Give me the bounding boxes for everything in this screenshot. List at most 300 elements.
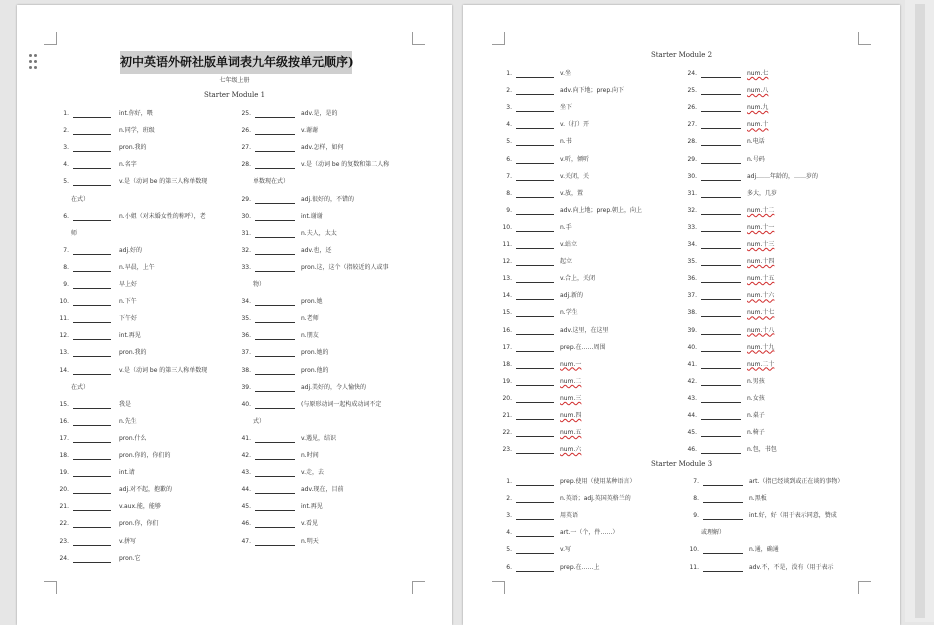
entry-definition: n.名字	[119, 161, 137, 169]
vertical-scrollbar[interactable]	[905, 0, 934, 622]
entry-definition: v.走，去	[301, 469, 324, 477]
answer-blank[interactable]	[701, 385, 741, 386]
word-entry	[237, 263, 417, 273]
entry-definition: num.十九	[747, 343, 775, 351]
answer-blank[interactable]	[516, 453, 554, 454]
entry-number: 11.	[502, 241, 512, 248]
entry-number: 4.	[506, 121, 512, 129]
answer-blank[interactable]	[73, 322, 111, 323]
answer-blank[interactable]	[516, 334, 554, 335]
entry-definition: art.一（个，件……）	[560, 529, 619, 537]
scrollbar-thumb[interactable]	[915, 4, 925, 618]
answer-blank[interactable]	[73, 254, 111, 255]
word-entry	[55, 126, 235, 136]
entry-definition: n.夫人，太太	[301, 229, 337, 237]
word-entry	[683, 428, 863, 438]
word-entry	[498, 411, 678, 421]
entry-number: 41.	[687, 360, 697, 368]
entry-number: 28.	[241, 161, 251, 169]
entry-number: 9.	[63, 281, 69, 288]
answer-blank[interactable]	[255, 134, 295, 135]
entry-number: 45.	[241, 503, 251, 511]
entry-definition: v.站立	[560, 241, 577, 248]
entry-definition: int.再见	[301, 503, 323, 511]
answer-blank[interactable]	[701, 128, 741, 129]
answer-blank[interactable]	[73, 220, 111, 221]
entry-definition: v.看见	[301, 520, 318, 528]
answer-blank[interactable]	[516, 485, 554, 486]
word-entry	[685, 563, 865, 573]
entry-number: 29.	[241, 195, 251, 203]
entry-definition: n.手	[560, 223, 572, 231]
answer-blank[interactable]	[701, 77, 741, 78]
module-heading: Starter Module 3	[650, 460, 713, 468]
word-entry	[237, 485, 417, 495]
entry-number: 27.	[241, 144, 251, 152]
answer-blank[interactable]	[516, 316, 554, 317]
answer-blank[interactable]	[701, 180, 741, 181]
entry-definition: v.是（动词 be 的第三人称单数现	[119, 366, 208, 374]
entry-definition: num.二十	[747, 360, 775, 368]
entry-definition: num.六	[560, 446, 582, 454]
answer-blank[interactable]	[73, 442, 111, 443]
entry-definition: n.时间	[301, 452, 319, 459]
answer-blank[interactable]	[73, 134, 111, 135]
word-entry	[498, 326, 678, 336]
word-entry	[683, 360, 863, 370]
entry-definition: num.十二	[747, 206, 775, 214]
word-entry	[683, 257, 863, 267]
answer-blank[interactable]	[73, 305, 111, 306]
entry-definition: pron.他的	[301, 366, 329, 374]
word-entry	[498, 445, 678, 455]
entry-definition: adv.也，还	[301, 246, 332, 254]
answer-blank[interactable]	[516, 419, 554, 420]
entry-definition: num.九	[747, 104, 769, 112]
entry-definition: adv.是，是的	[301, 110, 338, 117]
word-entry	[237, 143, 417, 153]
word-entry	[498, 528, 678, 538]
word-entry	[498, 545, 678, 555]
entry-number: 16.	[59, 417, 69, 425]
word-entry	[683, 411, 863, 421]
entry-number: 6.	[506, 563, 512, 571]
entry-definition: n.通，确通	[749, 546, 779, 554]
answer-blank[interactable]	[73, 374, 111, 375]
document-title[interactable]: 初中英语外研社版单词表九年级按单元顺序)	[120, 51, 352, 74]
crop-mark-top-right	[412, 32, 425, 45]
entry-number: 39.	[687, 326, 697, 334]
word-entry	[237, 229, 417, 239]
entry-number: 19.	[502, 377, 512, 385]
word-entry	[498, 511, 678, 521]
answer-blank[interactable]	[73, 562, 111, 563]
word-entry	[498, 343, 678, 353]
entry-number: 13.	[59, 349, 69, 357]
entry-number: 43.	[241, 469, 251, 477]
entry-definition: n.书	[560, 138, 572, 146]
answer-blank[interactable]	[255, 220, 295, 221]
word-entry	[55, 366, 235, 376]
answer-blank[interactable]	[516, 77, 554, 78]
entry-number: 23.	[59, 537, 69, 545]
answer-blank[interactable]	[516, 402, 554, 403]
entry-number: 5.	[506, 546, 512, 554]
entry-definition: num.十七	[747, 309, 775, 317]
entry-number: 19.	[59, 469, 69, 477]
entry-definition: num.十一	[747, 223, 775, 231]
entry-definition-continued: 或理解）	[701, 529, 726, 537]
word-entry	[55, 434, 235, 444]
entry-number: 8.	[63, 263, 69, 271]
word-entry	[683, 240, 863, 250]
entry-definition-continued: 在式）	[71, 383, 90, 391]
word-entry	[237, 468, 417, 478]
word-entry	[683, 291, 863, 301]
word-entry	[498, 477, 678, 487]
word-entry	[685, 545, 865, 555]
answer-blank[interactable]	[255, 203, 295, 204]
word-entry	[237, 126, 417, 136]
entry-definition: n.包，书包	[747, 446, 777, 454]
answer-blank[interactable]	[516, 502, 554, 503]
entry-definition: adv.现在，目前	[301, 486, 344, 494]
answer-blank[interactable]	[255, 391, 295, 392]
word-entry	[683, 326, 863, 336]
word-entry	[237, 195, 417, 205]
entry-number: 16.	[502, 326, 512, 334]
answer-blank[interactable]	[516, 94, 554, 95]
answer-blank[interactable]	[516, 163, 554, 164]
entry-definition: v.（打）开	[560, 121, 589, 129]
answer-blank[interactable]	[516, 385, 554, 386]
answer-blank[interactable]	[73, 527, 111, 528]
entry-definition: v.写	[560, 546, 571, 554]
word-entry	[237, 434, 417, 444]
entry-definition: int.谢谢	[301, 212, 323, 220]
word-entry	[683, 308, 863, 318]
answer-blank[interactable]	[255, 408, 295, 409]
word-entry	[498, 428, 678, 438]
entry-definition: int.好，好（用于表示同意，赞成	[749, 512, 837, 520]
entry-definition: adj.对不起，抱歉的	[119, 486, 173, 494]
entry-definition: num.十三	[747, 241, 775, 248]
answer-blank[interactable]	[701, 316, 741, 317]
entry-definition: adj.新的	[560, 292, 584, 300]
entry-definition: pron.她的	[301, 349, 329, 357]
word-entry	[498, 563, 678, 573]
entry-number: 9.	[506, 206, 512, 214]
entry-definition: v.关闭，关	[560, 172, 589, 180]
entry-definition-continued: 单数现在式）	[253, 178, 290, 186]
answer-blank[interactable]	[701, 282, 741, 283]
answer-blank[interactable]	[73, 459, 111, 460]
answer-blank[interactable]	[73, 408, 111, 409]
entry-definition: v.是（动词 be 的第三人称单数现	[119, 178, 208, 186]
answer-blank[interactable]	[516, 145, 554, 146]
entry-number: 2.	[63, 127, 69, 135]
entry-number: 20.	[59, 486, 69, 494]
answer-blank[interactable]	[701, 334, 741, 335]
entry-definition: v.坐	[560, 70, 571, 77]
entry-definition: n.号码	[747, 155, 765, 163]
answer-blank[interactable]	[703, 502, 743, 503]
answer-blank[interactable]	[516, 265, 554, 266]
entry-number: 25.	[241, 110, 251, 117]
word-entry	[237, 383, 417, 393]
entry-definition: n.老师	[301, 315, 319, 323]
entry-number: 33.	[241, 263, 251, 271]
answer-blank[interactable]	[255, 237, 295, 238]
answer-blank[interactable]	[255, 527, 295, 528]
word-entry	[55, 177, 235, 187]
word-entry	[55, 519, 235, 529]
answer-blank[interactable]	[701, 265, 741, 266]
word-entry	[498, 223, 678, 233]
word-entry	[498, 137, 678, 147]
answer-blank[interactable]	[73, 151, 111, 152]
word-entry	[55, 109, 235, 119]
answer-blank[interactable]	[73, 168, 111, 169]
word-entry	[683, 394, 863, 404]
word-entry	[55, 502, 235, 512]
word-entry	[498, 69, 678, 79]
answer-blank[interactable]	[701, 368, 741, 369]
answer-blank[interactable]	[73, 476, 111, 477]
answer-blank[interactable]	[701, 163, 741, 164]
word-entry	[237, 331, 417, 341]
answer-blank[interactable]	[701, 94, 741, 95]
answer-blank[interactable]	[73, 425, 111, 426]
grade-heading: 七年级上册	[219, 77, 250, 84]
answer-blank[interactable]	[516, 351, 554, 352]
answer-blank[interactable]	[516, 282, 554, 283]
entry-number: 43.	[687, 394, 697, 402]
entry-definition: 多大，几岁	[747, 189, 778, 197]
entry-definition: 下午好	[119, 315, 138, 323]
answer-blank[interactable]	[255, 374, 295, 375]
answer-blank[interactable]	[73, 545, 111, 546]
entry-number: 4.	[506, 529, 512, 537]
entry-number: 32.	[241, 246, 251, 254]
word-entry	[685, 511, 865, 521]
word-entry	[55, 246, 235, 256]
entry-definition: n.桌子	[747, 412, 765, 419]
entry-definition: v.放，置	[560, 189, 583, 197]
answer-blank[interactable]	[516, 571, 554, 572]
entry-definition: int.再见	[119, 332, 141, 340]
entry-definition: prep.使用（使用某种语言）	[560, 478, 636, 485]
answer-blank[interactable]	[255, 476, 295, 477]
answer-blank[interactable]	[516, 299, 554, 300]
entry-number: 12.	[59, 332, 69, 340]
entry-definition: n.先生	[119, 417, 137, 425]
answer-blank[interactable]	[73, 185, 111, 186]
word-entry	[237, 246, 417, 256]
answer-blank[interactable]	[516, 519, 554, 520]
entry-number: 7.	[506, 172, 512, 180]
answer-blank[interactable]	[701, 214, 741, 215]
answer-blank[interactable]	[701, 197, 741, 198]
answer-blank[interactable]	[73, 493, 111, 494]
entry-definition: 早上好	[119, 281, 138, 288]
entry-number: 45.	[687, 429, 697, 437]
entry-definition: adj.很好的，不错的	[301, 195, 355, 203]
answer-blank[interactable]	[255, 117, 295, 118]
answer-blank[interactable]	[703, 485, 743, 486]
answer-blank[interactable]	[73, 117, 111, 118]
entry-definition: pron.什么	[119, 434, 147, 442]
entry-number: 25.	[687, 87, 697, 95]
answer-blank[interactable]	[701, 402, 741, 403]
word-entry	[498, 360, 678, 370]
answer-blank[interactable]	[516, 231, 554, 232]
table-move-handle-icon[interactable]	[29, 54, 39, 70]
entry-definition: num.十五	[747, 275, 775, 283]
answer-blank[interactable]	[73, 271, 111, 272]
crop-mark-top-right	[858, 32, 871, 45]
answer-blank[interactable]	[701, 145, 741, 146]
word-entry	[498, 155, 678, 165]
entry-definition: num.十八	[747, 326, 775, 334]
answer-blank[interactable]	[701, 111, 741, 112]
answer-blank[interactable]	[255, 322, 295, 323]
answer-blank[interactable]	[516, 197, 554, 198]
entry-number: 34.	[241, 298, 251, 306]
entry-definition: v.谢谢	[301, 127, 318, 135]
entry-definition: pron.你，你们	[119, 520, 159, 528]
word-entry	[498, 206, 678, 216]
entry-definition: num.十	[747, 121, 769, 129]
answer-blank[interactable]	[255, 510, 295, 511]
entry-definition: n.明天	[301, 537, 319, 545]
answer-blank[interactable]	[73, 510, 111, 511]
entry-number: 22.	[502, 429, 512, 437]
word-entry	[237, 400, 417, 410]
word-entry	[55, 451, 235, 461]
word-entry	[55, 280, 235, 290]
answer-blank[interactable]	[516, 436, 554, 437]
answer-blank[interactable]	[255, 305, 295, 306]
answer-blank[interactable]	[255, 545, 295, 546]
answer-blank[interactable]	[516, 368, 554, 369]
word-entry	[237, 348, 417, 358]
word-entry	[683, 206, 863, 216]
word-entry	[55, 297, 235, 307]
entry-definition: prep.在……周围	[560, 343, 606, 351]
entry-definition: v.拼写	[119, 537, 136, 545]
entry-definition: (与原形动词一起构成动词不定	[301, 400, 382, 408]
entry-definition: pron.我的	[119, 144, 147, 152]
word-entry	[683, 445, 863, 455]
word-entry	[498, 86, 678, 96]
entry-definition: 起立	[560, 258, 573, 266]
entry-number: 37.	[241, 349, 251, 357]
entry-definition: 坐下	[560, 104, 573, 112]
word-entry	[55, 485, 235, 495]
answer-blank[interactable]	[255, 271, 295, 272]
answer-blank[interactable]	[701, 299, 741, 300]
answer-blank[interactable]	[703, 571, 743, 572]
answer-blank[interactable]	[255, 168, 295, 169]
answer-blank[interactable]	[516, 553, 554, 554]
answer-blank[interactable]	[516, 180, 554, 181]
word-entry	[55, 212, 235, 222]
entry-number: 30.	[687, 172, 697, 180]
word-entry	[237, 109, 417, 119]
answer-blank[interactable]	[255, 254, 295, 255]
entry-number: 36.	[687, 275, 697, 283]
answer-blank[interactable]	[73, 356, 111, 357]
answer-blank[interactable]	[516, 111, 554, 112]
word-entry	[683, 155, 863, 165]
entry-number: 35.	[687, 258, 697, 266]
entry-definition-continued: 师	[71, 229, 78, 237]
answer-blank[interactable]	[701, 419, 741, 420]
answer-blank[interactable]	[701, 248, 741, 249]
answer-blank[interactable]	[703, 519, 743, 520]
entry-definition: adj.……年龄的，……岁的	[747, 172, 819, 180]
word-entry	[685, 494, 865, 504]
answer-blank[interactable]	[73, 288, 111, 289]
word-entry	[498, 308, 678, 318]
answer-blank[interactable]	[255, 339, 295, 340]
entry-number: 4.	[63, 161, 69, 169]
answer-blank[interactable]	[516, 536, 554, 537]
document-page-1	[17, 5, 452, 625]
entry-definition: adv.不，不是，没有（用于表示	[749, 563, 834, 571]
entry-definition: pron.这，这个（指较近的人或事	[301, 263, 389, 271]
entry-definition: pron.我的	[119, 349, 147, 357]
entry-definition: n.黑板	[749, 495, 767, 503]
answer-blank[interactable]	[701, 436, 741, 437]
answer-blank[interactable]	[516, 214, 554, 215]
module-heading: Starter Module 2	[650, 51, 713, 59]
entry-number: 41.	[241, 434, 251, 442]
entry-number: 46.	[241, 520, 251, 528]
answer-blank[interactable]	[516, 248, 554, 249]
document-page-2	[463, 5, 900, 625]
entry-number: 36.	[241, 332, 251, 340]
answer-blank[interactable]	[701, 453, 741, 454]
answer-blank[interactable]	[255, 459, 295, 460]
answer-blank[interactable]	[255, 356, 295, 357]
answer-blank[interactable]	[516, 128, 554, 129]
answer-blank[interactable]	[255, 442, 295, 443]
entry-number: 14.	[502, 292, 512, 300]
entry-number: 26.	[687, 104, 697, 112]
entry-number: 21.	[59, 503, 69, 511]
answer-blank[interactable]	[255, 151, 295, 152]
entry-number: 6.	[506, 155, 512, 163]
entry-number: 32.	[687, 206, 697, 214]
answer-blank[interactable]	[701, 351, 741, 352]
entry-number: 7.	[693, 478, 699, 485]
crop-mark-top-left	[44, 32, 57, 45]
entry-definition: n.椅子	[747, 429, 765, 437]
entry-number: 3.	[506, 512, 512, 520]
answer-blank[interactable]	[701, 231, 741, 232]
entry-definition: adj.美好的，令人愉快的	[301, 383, 367, 391]
answer-blank[interactable]	[703, 553, 743, 554]
entry-definition: v.遇见，结识	[301, 434, 336, 442]
entry-number: 14.	[59, 366, 69, 374]
entry-definition: 用英语	[560, 512, 579, 520]
word-entry	[498, 172, 678, 182]
entry-number: 3.	[506, 104, 512, 112]
answer-blank[interactable]	[255, 493, 295, 494]
answer-blank[interactable]	[73, 339, 111, 340]
